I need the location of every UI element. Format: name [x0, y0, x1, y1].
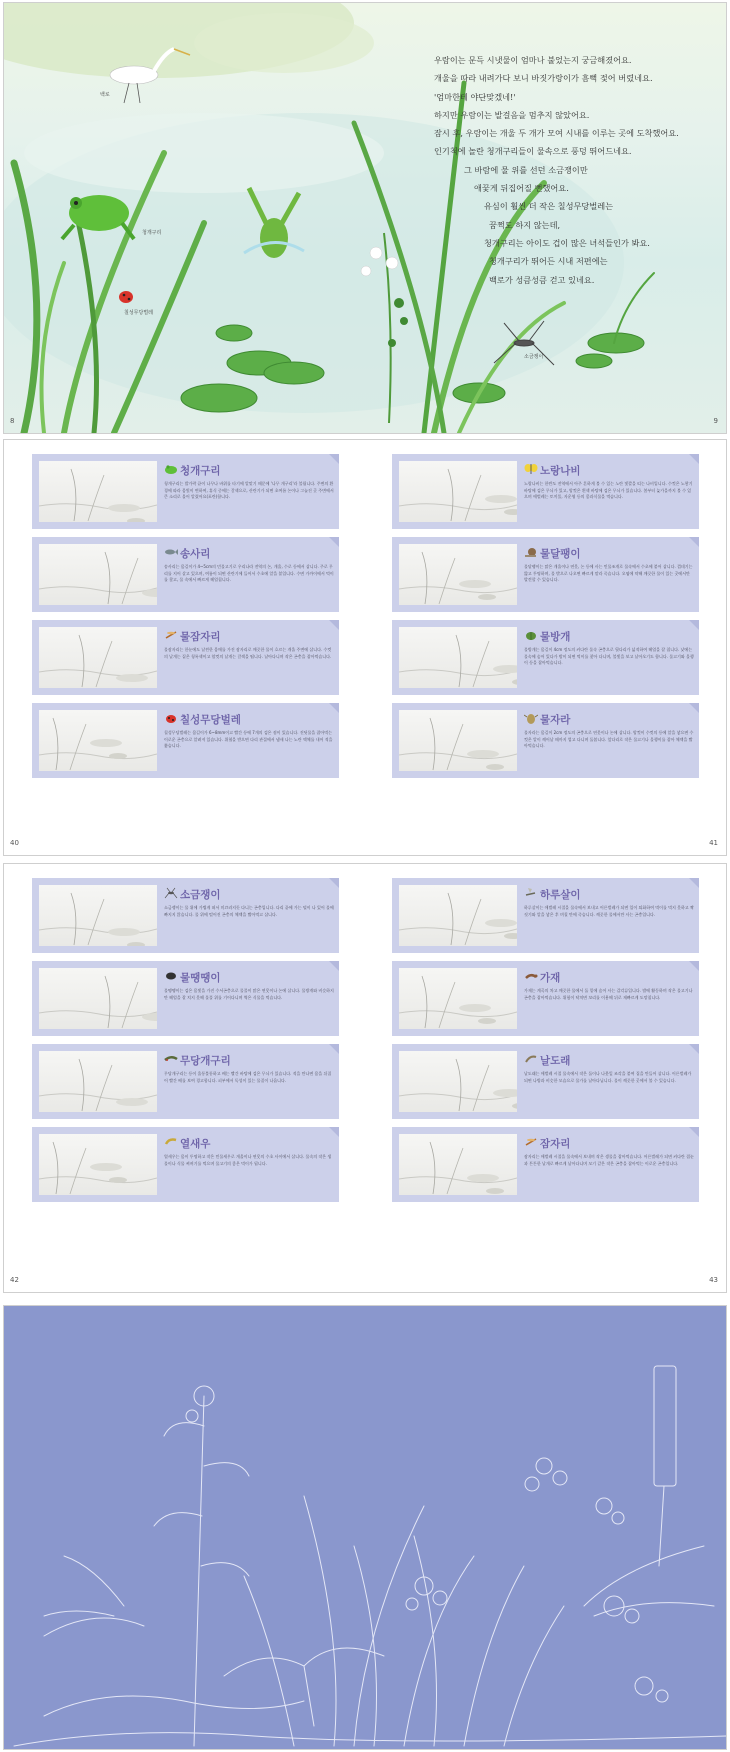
card-sketch [399, 710, 517, 771]
species-illustration [39, 885, 157, 946]
info-spread-2 [3, 863, 727, 1293]
species-illustration [399, 710, 517, 771]
caption-frog: 청개구리 [142, 230, 162, 236]
species-description: 물잠자리는 한눈에도 날씬한 몸매를 가진 잠자리로 깨끗한 물이 흐르는 개울 주변에 삽니다. 수컷의 날개는 짙은 청록색이고 암컷의 날개는 갈색을 띱니다. 날아다니며 작은 곤충을 잡아먹습니다. [164, 647, 332, 659]
species-card [392, 1127, 699, 1202]
page-number: 43 [709, 1276, 718, 1284]
card-sketch [399, 968, 517, 1029]
story-line: 꿈쩍도 하지 않는데, [489, 219, 561, 230]
species-card [32, 878, 339, 953]
card-corner [689, 537, 699, 547]
dragonfly-icon [164, 629, 178, 641]
species-illustration [399, 461, 517, 522]
species-card [392, 454, 699, 529]
card-sketch [399, 1134, 517, 1195]
story-line: 청개구리는 아이도 겁이 많은 녀석들인가 봐요. [484, 237, 650, 248]
species-title: 물땡땡이 [180, 972, 221, 984]
card-sketch [399, 885, 517, 946]
ladybug [119, 291, 133, 303]
species-card [392, 961, 699, 1036]
species-illustration [39, 968, 157, 1029]
mayfly-icon [524, 887, 538, 899]
card-sketch [39, 968, 157, 1029]
card-corner [689, 961, 699, 971]
page-number: 8 [10, 417, 15, 425]
strider-icon [164, 887, 178, 899]
story-line: 그 바람에 물 위를 선던 소금쟁이만 [464, 164, 588, 175]
card-corner [329, 454, 339, 464]
species-description: 물땡땡이는 검은 몸빛을 가진 수서곤충으로 물풀이 많은 연못이나 논에 삽니다. 물방개와 비슷하지만 헤엄을 잘 치지 못해 물풀 위를 기어다니며 썩은 식물을 먹습니다. [164, 988, 334, 1000]
caption-ladybug: 칠성무당벌레 [124, 310, 153, 316]
card-corner [329, 961, 339, 971]
toad-icon [164, 1053, 178, 1065]
card-sketch [39, 710, 157, 771]
caption-strider: 소금쟁이 [524, 354, 544, 360]
snail-icon [524, 546, 538, 558]
species-title: 무당개구리 [180, 1055, 231, 1067]
species-description: 청개구리는 발가락 끝이 나무나 바위를 타기에 알맞기 때문에 '나무 개구리'라 불립니다. 주변의 환경에 따라 몸빛이 변하여, 휴식 중에는 갈색으로, 산란기가 되면 초여름 논이나 그늘진 곳 주변에서 큰 소리로 울어 알렸어요(포란)합니다. [164, 481, 334, 500]
species-title: 날도래 [540, 1055, 571, 1067]
species-description: 물자라는 몸길이 2cm 정도의 곤충으로 연못이나 논에 삽니다. 암컷이 수컷의 등에 알을 낳으면 수컷은 알이 깨어날 때까지 업고 다니며 돌봅니다. 앞다리로 작은 물고기나 올챙이를 잡아 체액을 빨아먹습니다. [524, 730, 694, 749]
card-corner [329, 1127, 339, 1137]
butterfly-icon [524, 463, 538, 475]
species-card [392, 620, 699, 695]
card-corner [329, 1044, 339, 1054]
species-title: 물방개 [540, 631, 571, 643]
story-text [434, 51, 724, 289]
card-corner [329, 878, 339, 888]
species-description: 잠자리는 애벌레 시절을 물속에서 보내며 작은 생물을 잡아먹습니다. 어른벌레가 되면 커다란 겹눈과 튼튼한 날개로 빠르게 날아다니며 모기 같은 작은 곤충을 잡아먹는 이로운 곤충입니다. [524, 1154, 694, 1166]
page-number: 40 [10, 839, 19, 847]
species-description: 송사리는 몸길이가 4~5cm의 민물고기로 우리나라 전역의 논, 개울, 수로 등에서 삽니다. 주로 무리를 지어 살고 있으며, 여름이 되면 산란기에 들어서 수초에 알을 붙입니다. 수면 가까이에서 먹이를 찾고, 물 속에서 빠르게 헤엄칩니다. [164, 564, 334, 583]
fish-icon [164, 546, 178, 558]
species-description: 가재는 계곡의 차고 깨끗한 물에서 돌 밑에 숨어 사는 갑각류입니다. 밤에 활동하며 작은 물고기나 곤충을 잡아먹습니다. 위험이 닥치면 꼬리를 이용해 뒤로 재빠르게 도망칩니다. [524, 988, 693, 1000]
card-sketch [39, 885, 157, 946]
species-illustration [39, 461, 157, 522]
species-title: 물달팽이 [540, 548, 581, 560]
species-card [392, 537, 699, 612]
card-sketch [39, 461, 157, 522]
species-description: 열새우는 몸이 투명하고 작은 민물새우로 개울이나 연못의 수초 사이에서 삽니다. 물속의 작은 생물이나 식물 찌꺼기를 먹으며 물고기의 좋은 먹이가 됩니다. [164, 1154, 332, 1166]
species-card [392, 878, 699, 953]
card-corner [329, 620, 339, 630]
card-corner [329, 537, 339, 547]
card-corner [689, 620, 699, 630]
card-sketch [39, 544, 157, 605]
card-sketch [399, 461, 517, 522]
species-illustration [39, 544, 157, 605]
story-line: 잠시 후, 우람이는 개울 두 개가 모여 시내를 이루는 곳에 도착했어요. [434, 128, 679, 139]
species-description: 노랑나비는 한반도 전역에서 아주 흔하게 볼 수 있는 노란 빛깔을 띠는 나비입니다. 수컷은 노랗기 바탕에 검은 무늬가 있고, 암컷은 흰색 바탕에 검은 무늬가 있습니다. 봄부터 늦가을까지 볼 수 있으며 애벌레는 토끼풀, 자운영 등의 콩과식물을 먹습니다. [524, 481, 693, 500]
story-line: 인기척에 놀란 청개구리들이 물속으로 풍덩 뛰어드네요. [434, 146, 632, 157]
caddisfly-icon [524, 1053, 538, 1065]
card-sketch [399, 627, 517, 688]
water-beetle-icon [164, 970, 178, 982]
card-corner [329, 703, 339, 713]
species-card [32, 703, 339, 778]
species-title: 소금쟁이 [180, 889, 221, 901]
story-line: 백로가 성큼성큼 걷고 있네요. [489, 274, 595, 285]
beetle-icon [524, 629, 538, 641]
species-description: 날도래는 애벌레 시절 물속에서 작은 돌이나 나뭇잎 조각을 붙여 집을 만들어 삽니다. 어른벌레가 되면 나방과 비슷한 모습으로 물가를 날아다닙니다. 물이 깨끗한 곳에서 볼 수 있습니다. [524, 1071, 692, 1083]
card-sketch [39, 627, 157, 688]
page-number: 9 [713, 417, 718, 425]
story-line: 애꿎게 뒤집어질 뻔했어요. [474, 183, 569, 194]
caption-heron: 백로 [100, 92, 110, 98]
species-description: 무당개구리는 등이 울퉁불퉁하고 배는 빨간 바탕에 검은 무늬가 있습니다. 적을 만나면 몸을 뒤집어 빨간 배를 보여 경고합니다. 피부에서 독성이 있는 물질이 나옵니다. [164, 1071, 332, 1083]
species-title: 잠자리 [540, 1138, 571, 1150]
species-title: 가재 [540, 972, 561, 984]
species-card [32, 961, 339, 1036]
shrimp-icon [164, 1136, 178, 1148]
species-title: 물잠자리 [180, 631, 221, 643]
species-illustration [399, 1134, 517, 1195]
card-corner [689, 1127, 699, 1137]
frog-icon [164, 463, 178, 475]
dragonfly-icon [524, 1136, 538, 1148]
card-sketch [399, 544, 517, 605]
species-description: 칠성무당벌레는 몸길이가 6~8mm이고 빨간 등에 7개의 검은 점이 있습니다. 진딧물을 잡아먹는 이로운 곤충으로 알려져 있습니다. 위협을 받으면 다리 관절에서 냄새 나는 노란 액체를 내어 적을 쫓습니다. [164, 730, 333, 749]
story-line: '엄마한테 야단맞겠네!' [434, 91, 516, 102]
species-card [392, 1044, 699, 1119]
story-line: 개울을 따라 내려가다 보니 바짓가랑이가 흠뻑 젖어 버렸네요. [434, 73, 653, 84]
card-sketch [39, 1051, 157, 1112]
species-description: 하루살이는 애벌레 시절을 물속에서 보내고 어른벌레가 되면 입이 퇴화하여 먹이를 먹지 못하고 짝짓기와 알을 낳은 후 며칠 만에 죽습니다. 깨끗한 물에서만 사는 곤충입니다. [524, 905, 694, 917]
crayfish-icon [524, 970, 538, 982]
species-illustration [399, 544, 517, 605]
species-illustration [39, 1134, 157, 1195]
species-card [32, 1044, 339, 1119]
ladybug-icon [164, 712, 178, 724]
card-sketch [399, 1051, 517, 1112]
species-title: 송사리 [180, 548, 211, 560]
species-card [32, 454, 339, 529]
species-illustration [39, 710, 157, 771]
species-card [32, 537, 339, 612]
story-line: 하지만 우람이는 발걸음을 멈추지 않았어요. [434, 109, 590, 120]
species-title: 열새우 [180, 1138, 211, 1150]
story-line: 유심이 훨씬 더 작은 칠성무당벌레는 [484, 201, 614, 212]
info-spread-1 [3, 439, 727, 856]
species-illustration [399, 885, 517, 946]
plant-line-art [4, 1306, 727, 1750]
card-corner [689, 703, 699, 713]
story-spread [3, 2, 727, 434]
story-line: 청개구리가 뛰어든 시내 저편에는 [489, 256, 608, 267]
endpaper-spread [3, 1305, 727, 1750]
species-title: 물자라 [540, 714, 571, 726]
species-title: 하루살이 [540, 889, 581, 901]
species-description: 물방개는 몸길이 4cm 정도의 커다란 물속 곤충으로 뒷다리가 넓적하여 헤엄을 잘 칩니다. 낮에는 물속에 숨어 있다가 밤이 되면 먹이를 찾아 다니며, 불빛을 보고 날아오기도 합니다. 물고기와 올챙이 등을 잡아먹습니다. [524, 647, 694, 666]
card-corner [689, 878, 699, 888]
card-sketch [39, 1134, 157, 1195]
water-bug-icon [524, 712, 538, 724]
species-description: 소금쟁이는 물 위에 가볍게 떠서 미끄러지듯 다니는 곤충입니다. 다리 끝에 가는 털이 나 있어 물에 빠지지 않습니다. 물 위에 떨어진 곤충의 체액을 빨아먹고 삽니다. [164, 905, 334, 917]
card-corner [689, 1044, 699, 1054]
species-description: 물달팽이는 맑은 개울이나 연못, 논 등에 사는 민물조개로 물속에서 수초에 붙어 삽니다. 껍데기는 얇고 투명하며, 물 밖으로 나오면 빠르게 말라 죽습니다. 오염에 약해 깨끗한 물이 있는 곳에서만 발견할 수 있습니다. [524, 564, 693, 583]
story-line: 우람이는 문득 시냇물이 엄마나 불었는지 궁금해졌어요. [434, 55, 632, 65]
species-illustration [399, 968, 517, 1029]
species-illustration [399, 627, 517, 688]
species-card [392, 703, 699, 778]
species-card [32, 620, 339, 695]
species-title: 칠성무당벌레 [180, 714, 241, 726]
species-title: 청개구리 [180, 465, 221, 477]
species-card [32, 1127, 339, 1202]
species-illustration [399, 1051, 517, 1112]
page-number: 41 [709, 839, 718, 847]
species-illustration [39, 627, 157, 688]
species-illustration [39, 1051, 157, 1112]
species-title: 노랑나비 [540, 465, 581, 477]
card-corner [689, 454, 699, 464]
page-number: 42 [10, 1276, 19, 1284]
